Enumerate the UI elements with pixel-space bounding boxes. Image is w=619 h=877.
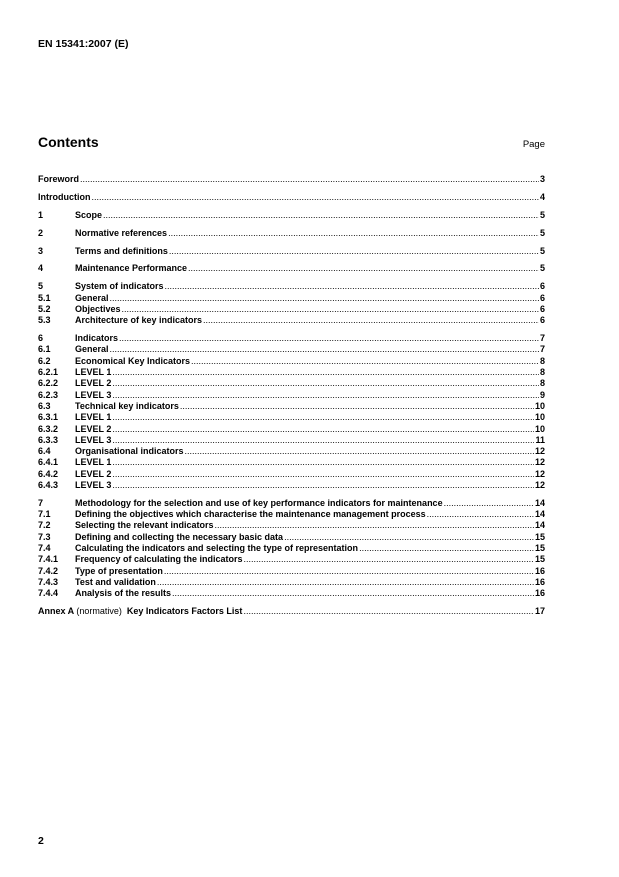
toc-entry-page: 15	[534, 531, 545, 542]
toc-entry[interactable]	[38, 263, 545, 274]
toc-entry-page: 8	[539, 355, 545, 366]
toc-entry-page: 4	[539, 191, 545, 202]
toc-entry[interactable]	[38, 577, 545, 588]
toc-entry-page: 5	[539, 245, 545, 256]
toc-entry-page: 5	[539, 209, 545, 220]
toc-entry-title: LEVEL 2	[75, 423, 112, 434]
toc-entry-number: 5	[38, 281, 44, 292]
toc-entry-page: 14	[534, 497, 545, 508]
toc-entry-page: 8	[539, 378, 545, 389]
toc-entry-title: Technical key indicators	[75, 400, 179, 411]
toc-leader-dots	[243, 606, 534, 617]
toc-leader-dots	[112, 469, 534, 480]
toc-entry-page: 6	[539, 281, 545, 292]
toc-entry[interactable]	[38, 315, 545, 326]
toc-leader-dots	[112, 378, 539, 389]
toc-entry-page: 11	[535, 434, 545, 445]
toc-entry-title: Scope	[75, 209, 103, 220]
toc-entry-title: General	[75, 344, 109, 355]
toc-entry[interactable]	[38, 532, 545, 543]
toc-leader-dots	[191, 356, 539, 367]
toc-entry-number: 6.2.3	[38, 389, 59, 400]
toc-leader-dots	[119, 333, 539, 344]
toc-leader-dots	[172, 588, 534, 599]
toc-leader-dots	[112, 480, 534, 491]
toc-entry-number: 6.3	[38, 400, 51, 411]
toc-entry-page: 12	[534, 468, 545, 479]
toc-entry[interactable]	[38, 412, 545, 423]
toc-entry-title: LEVEL 3	[75, 389, 112, 400]
toc-entry-title: Maintenance Performance	[75, 263, 188, 274]
toc-entry-annex-a[interactable]	[38, 606, 545, 617]
toc-entry-number: 6	[38, 333, 44, 344]
toc-leader-dots	[165, 281, 539, 292]
toc-entry[interactable]	[38, 543, 545, 554]
table-of-contents	[38, 174, 545, 617]
toc-entry-title: Type of presentation	[75, 565, 163, 576]
toc-entry-title: Defining and collecting the necessary basic data	[75, 531, 284, 542]
toc-entry-page: 16	[534, 588, 545, 599]
toc-entry-number: 6.4.1	[38, 457, 59, 468]
annex-qualifier: (normative)	[76, 606, 122, 617]
toc-leader-dots	[188, 263, 539, 274]
toc-entry[interactable]	[38, 378, 545, 389]
toc-entry-page: 12	[534, 457, 545, 468]
toc-entry-number: 7	[38, 497, 44, 508]
toc-entry-number: 6.4	[38, 446, 51, 457]
toc-entry-page: 10	[534, 400, 545, 411]
toc-leader-dots	[112, 412, 534, 423]
toc-entry[interactable]	[38, 435, 545, 446]
toc-entry-title: LEVEL 1	[75, 367, 112, 378]
toc-leader-dots	[284, 532, 534, 543]
toc-entry-title: Frequency of calculating the indicators	[75, 554, 243, 565]
toc-entry-title: Objectives	[75, 303, 121, 314]
toc-entry[interactable]	[38, 446, 545, 457]
toc-entry[interactable]	[38, 246, 545, 257]
toc-entry-number: 7.2	[38, 520, 51, 531]
toc-entry-title: System of indicators	[75, 281, 164, 292]
toc-entry[interactable]	[38, 293, 545, 304]
toc-entry-number: 6.4.3	[38, 479, 59, 490]
toc-entry-page: 7	[539, 344, 545, 355]
toc-entry-page: 5	[539, 263, 545, 274]
toc-entry-title: Test and validation	[75, 576, 156, 587]
toc-entry[interactable]	[38, 566, 545, 577]
toc-leader-dots	[168, 228, 539, 239]
toc-entry-title: Foreword	[38, 174, 80, 184]
toc-leader-dots	[427, 509, 534, 520]
toc-entry[interactable]	[38, 356, 545, 367]
toc-entry-number: 7.4.1	[38, 554, 59, 565]
toc-entry-page: 15	[534, 554, 545, 565]
toc-entry-title: Economical Key Indicators	[75, 355, 191, 366]
toc-entry-page: 10	[534, 412, 545, 423]
toc-entry-number: 5.3	[38, 315, 51, 326]
toc-leader-dots	[112, 424, 534, 435]
toc-entry-title: Terms and definitions	[75, 245, 168, 256]
toc-leader-dots	[157, 577, 534, 588]
toc-entry-number: 6.4.2	[38, 468, 59, 479]
toc-entry-page: 12	[534, 479, 545, 490]
toc-leader-dots	[112, 435, 534, 446]
toc-entry-number: 6.2.2	[38, 378, 59, 389]
toc-entry[interactable]	[38, 344, 545, 355]
toc-entry[interactable]	[38, 401, 545, 412]
toc-leader-dots	[110, 293, 539, 304]
toc-entry[interactable]	[38, 457, 545, 468]
toc-leader-dots	[215, 520, 534, 531]
toc-leader-dots	[164, 566, 534, 577]
toc-entry-page: 9	[539, 389, 545, 400]
toc-entry-title: LEVEL 3	[75, 479, 112, 490]
annex-title: Key Indicators Factors List	[126, 606, 243, 617]
toc-entry-title: Methodology for the selection and use of key performance indicators for maintenance	[75, 497, 443, 508]
toc-entry-page: 3	[539, 174, 545, 184]
toc-entry[interactable]	[38, 469, 545, 480]
toc-entry[interactable]	[38, 192, 545, 203]
toc-entry-number: 5.2	[38, 303, 51, 314]
toc-entry-title: Analysis of the results	[75, 588, 172, 599]
toc-leader-dots	[110, 344, 539, 355]
toc-leader-dots	[169, 246, 539, 257]
toc-entry-page: 10	[534, 423, 545, 434]
toc-entry-page: 15	[534, 543, 545, 554]
toc-leader-dots	[92, 192, 539, 203]
toc-entry[interactable]	[38, 509, 545, 520]
toc-entry-number: 6.3.3	[38, 434, 59, 445]
toc-leader-dots	[122, 304, 539, 315]
toc-entry-page: 16	[534, 576, 545, 587]
toc-entry-page: 6	[539, 303, 545, 314]
toc-leader-dots	[359, 543, 534, 554]
toc-entry-title: Indicators	[75, 333, 119, 344]
page-column-label: Page	[522, 139, 545, 150]
toc-leader-dots	[103, 210, 539, 221]
toc-entry-number: 7.4	[38, 543, 51, 554]
toc-entry[interactable]	[38, 228, 545, 239]
document-header: EN 15341:2007 (E)	[38, 38, 129, 50]
toc-entry[interactable]	[38, 424, 545, 435]
toc-entry-page: 5	[539, 227, 545, 238]
toc-entry-title: LEVEL 1	[75, 457, 112, 468]
toc-entry[interactable]	[38, 304, 545, 315]
toc-leader-dots	[180, 401, 534, 412]
toc-entry[interactable]	[38, 210, 545, 221]
toc-entry-page: 14	[534, 520, 545, 531]
toc-entry-title: Architecture of key indicators	[75, 315, 203, 326]
toc-entry-title: Normative references	[75, 227, 168, 238]
annex-title-group	[38, 606, 242, 617]
toc-entry-number: 7.4.3	[38, 576, 59, 587]
toc-entry-number: 1	[38, 209, 44, 220]
toc-entry-title: Organisational indicators	[75, 446, 184, 457]
toc-leader-dots	[185, 446, 534, 457]
toc-entry-number: 7.4.4	[38, 588, 59, 599]
toc-entry[interactable]	[38, 367, 545, 378]
toc-entry-title: Defining the objectives which characterise the maintenance management process	[75, 509, 426, 520]
toc-leader-dots	[112, 367, 539, 378]
toc-entry-page: 7	[539, 333, 545, 344]
annex-page: 17	[534, 606, 545, 617]
toc-entry[interactable]	[38, 281, 545, 292]
toc-entry-title: LEVEL 3	[75, 434, 112, 445]
toc-entry-page: 12	[534, 446, 545, 457]
toc-entry[interactable]	[38, 520, 545, 531]
toc-leader-dots	[203, 315, 539, 326]
toc-leader-dots	[80, 174, 539, 185]
toc-entry-number: 6.2.1	[38, 367, 59, 378]
toc-entry-number: 6.3.1	[38, 412, 59, 423]
page-number: 2	[38, 835, 44, 847]
toc-entry[interactable]	[38, 588, 545, 599]
toc-entry[interactable]	[38, 498, 545, 509]
toc-entry[interactable]	[38, 480, 545, 491]
toc-entry-page: 8	[539, 367, 545, 378]
annex-label: Annex A	[38, 606, 74, 617]
toc-entry-title: LEVEL 1	[75, 412, 112, 423]
toc-entry-title: Introduction	[38, 191, 91, 202]
toc-entry[interactable]	[38, 333, 545, 344]
toc-entry-number: 7.1	[38, 509, 51, 520]
toc-entry-number: 3	[38, 245, 44, 256]
toc-leader-dots	[444, 498, 534, 509]
toc-entry-number: 2	[38, 227, 44, 238]
toc-leader-dots	[112, 390, 539, 401]
toc-entry-title: Selecting the relevant indicators	[75, 520, 214, 531]
toc-entry-title: General	[75, 292, 109, 303]
toc-entry-page: 6	[539, 315, 545, 326]
toc-entry[interactable]	[38, 390, 545, 401]
toc-entry-number: 4	[38, 263, 44, 274]
toc-entry-page: 14	[534, 509, 545, 520]
toc-entry-title: LEVEL 2	[75, 468, 112, 479]
toc-entry-number: 6.2	[38, 355, 51, 366]
toc-entry-page: 16	[534, 565, 545, 576]
toc-entry-title: Calculating the indicators and selecting the type of representation	[75, 543, 359, 554]
toc-entry[interactable]	[38, 554, 545, 565]
toc-entry-number: 7.4.2	[38, 565, 59, 576]
toc-entry-page: 6	[539, 292, 545, 303]
toc-entry-number: 6.1	[38, 344, 51, 355]
toc-entry-number: 5.1	[38, 292, 51, 303]
toc-leader-dots	[112, 457, 534, 468]
toc-entry[interactable]	[38, 174, 545, 185]
toc-leader-dots	[244, 554, 534, 565]
contents-heading: Contents	[38, 134, 99, 150]
toc-entry-number: 6.3.2	[38, 423, 59, 434]
toc-entry-title: LEVEL 2	[75, 378, 112, 389]
toc-entry-number: 7.3	[38, 531, 51, 542]
